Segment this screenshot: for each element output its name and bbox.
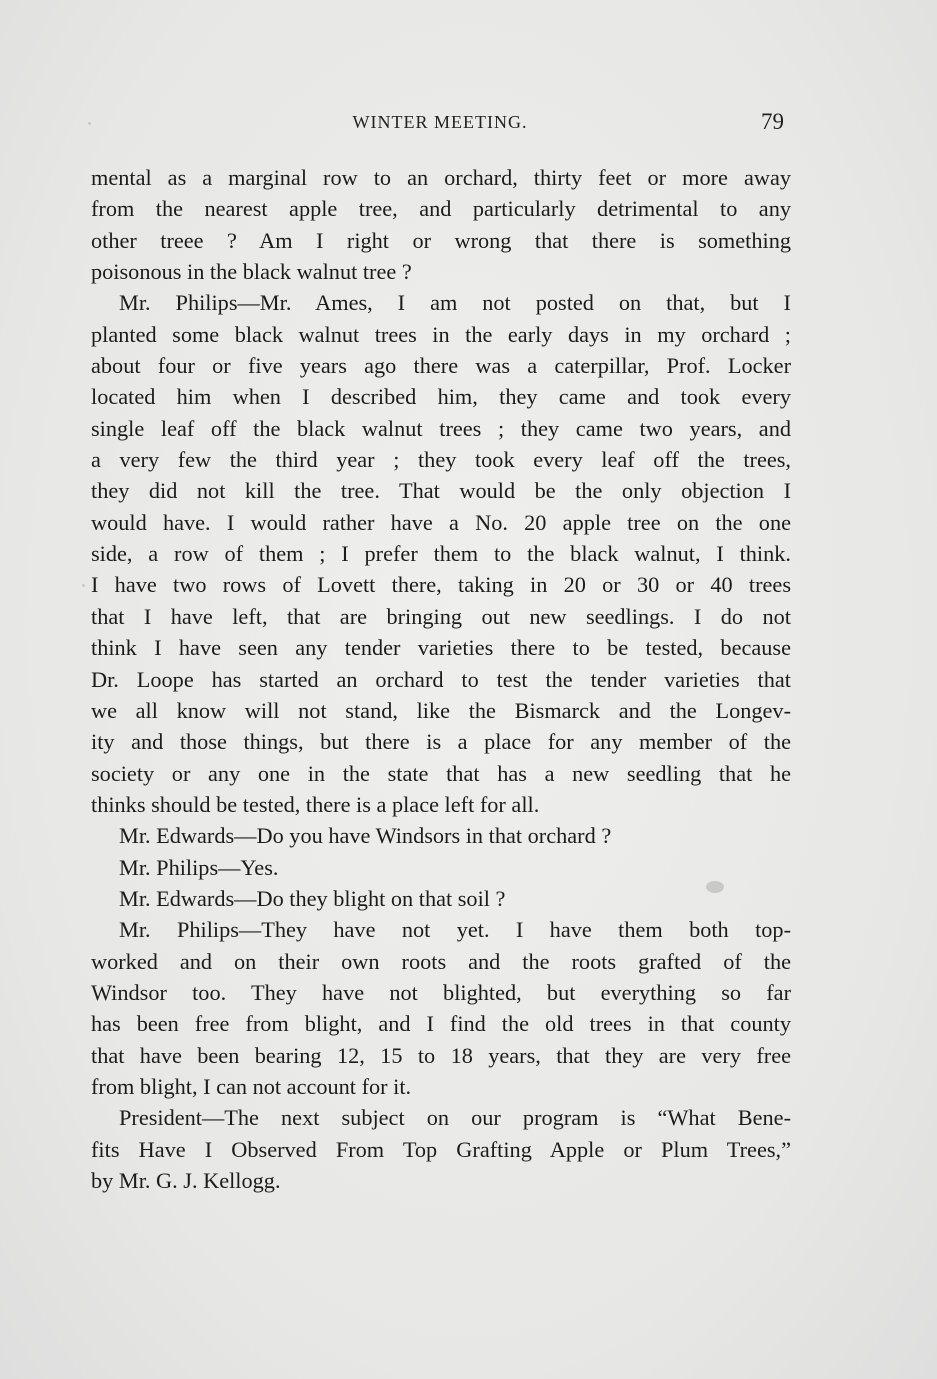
text-line: we all know will not stand, like the Bismarck and the Longev- <box>91 697 791 723</box>
text-line: would have. I would rather have a No. 20 apple tree on the one <box>91 509 791 535</box>
text-line: poisonous in the black walnut tree ? <box>91 259 412 285</box>
text-line: they did not kill the tree. That would be the only objection I <box>91 478 791 504</box>
text-line: President—The next subject on our program is “What Bene- <box>119 1105 791 1131</box>
text-line: other treee ? Am I right or wrong that there is something <box>91 227 791 253</box>
text-line: planted some black walnut trees in the early days in my orchard ; <box>91 321 791 347</box>
page-number: 79 <box>761 109 784 134</box>
text-line: a very few the third year ; they took every leaf off the trees, <box>91 447 791 473</box>
text-line: single leaf off the black walnut trees ; they came two years, and <box>91 415 791 441</box>
text-line: that I have left, that are bringing out new seedlings. I do not <box>91 603 791 629</box>
running-title: WINTER MEETING. <box>352 112 528 132</box>
text-line: Mr. Edwards—Do you have Windsors in that orchard ? <box>119 823 612 849</box>
text-line: mental as a marginal row to an orchard, thirty feet or more away <box>91 165 791 190</box>
running-head <box>90 109 790 138</box>
text-line: Dr. Loope has started an orchard to test the tender varieties that <box>91 666 791 692</box>
text-line: ity and those things, but there is a place for any member of the <box>91 729 791 755</box>
text-line: located him when I described him, they came and took every <box>91 384 791 410</box>
text-line: Mr. Philips—Mr. Ames, I am not posted on that, but I <box>119 290 791 316</box>
text-line: Windsor too. They have not blighted, but everything so far <box>91 979 791 1005</box>
text-line: society or any one in the state that has a new seedling that he <box>91 760 791 786</box>
paper-speck <box>88 122 91 125</box>
text-line: worked and on their own roots and the roots grafted of the <box>91 948 791 974</box>
text-line: from the nearest apple tree, and particularly detrimental to any <box>91 196 791 222</box>
text-line: about four or five years ago there was a caterpillar, Prof. Locker <box>91 353 791 379</box>
paper-speck <box>82 584 85 587</box>
text-line: Mr. Philips—They have not yet. I have them both top- <box>119 917 791 943</box>
text-line: thinks should be tested, there is a place left for all. <box>91 791 540 817</box>
body-text <box>91 162 791 1196</box>
text-line: by Mr. G. J. Kellogg. <box>91 1168 281 1193</box>
text-line: fits Have I Observed From Top Grafting Apple or Plum Trees,” <box>91 1136 791 1162</box>
text-line: Mr. Edwards—Do they blight on that soil ? <box>119 885 506 911</box>
paper-speck <box>706 881 724 893</box>
text-line: Mr. Philips—Yes. <box>119 854 279 880</box>
text-line: has been free from blight, and I find the old trees in that county <box>91 1011 791 1037</box>
text-line: that have been bearing 12, 15 to 18 years, that they are very free <box>91 1042 791 1068</box>
text-line: from blight, I can not account for it. <box>91 1073 412 1099</box>
text-line: I have two rows of Lovett there, taking in 20 or 30 or 40 trees <box>91 572 791 598</box>
text-line: think I have seen any tender varieties there to be tested, because <box>91 635 791 661</box>
text-line: side, a row of them ; I prefer them to the black walnut, I think. <box>91 541 791 567</box>
